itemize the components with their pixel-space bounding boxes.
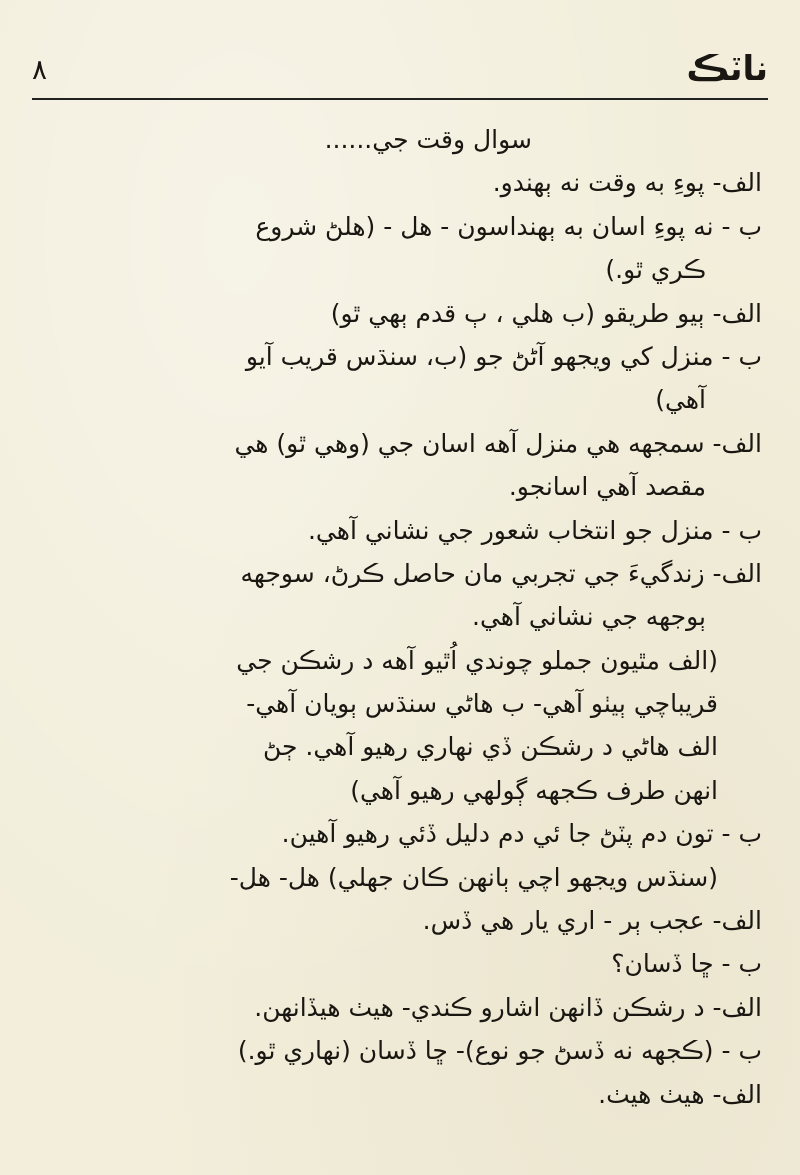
running-head: ناٽڪ bbox=[686, 49, 768, 89]
text-line: مقصد آهي اسانجو. bbox=[508, 472, 706, 502]
text-line: (الف مٿيون جملو چوندي اُٿيو آهه د رشڪن جي bbox=[236, 645, 718, 675]
text-line: ڪري ٿو.) bbox=[605, 255, 706, 285]
text-line: الف- زندگيءَ جي تجربي مان حاصل ڪرڻ، سوجهه bbox=[240, 558, 762, 588]
text-line: سوال وقت جي...... bbox=[324, 125, 532, 154]
text-line: ٻوجهه جي نشاني آهي. bbox=[472, 602, 706, 632]
text-line: الف- د رشڪن ڏانهن اشارو ڪندي- هيٺ هيڏانهن. bbox=[254, 992, 762, 1022]
text-line: (سنڌس ويجهو اچي ٻانهن ڪان جهلي) هل- هل- bbox=[229, 862, 718, 892]
text-line: ب - منزل جو انتخاب شعور جي نشاني آهي. bbox=[307, 515, 762, 545]
text-line: الف- سمجهه هي منزل آهه اسان جي (وهي ٿو) هي bbox=[234, 428, 762, 458]
text-line: آهي) bbox=[655, 385, 706, 415]
text-line: ب - منزل کي ويجهو آڻڻ جو (ب، سنڌس قريب آيو bbox=[245, 341, 762, 371]
dialogue-text bbox=[40, 118, 762, 1116]
text-line: ب - نه پوءِ اسان به ٻهنداسون - هل - (هلڻ شروع bbox=[255, 211, 762, 241]
page-number: ٨ bbox=[32, 52, 48, 86]
text-line: ب - (ڪجهه نه ڏسڻ جو نوع)- ڇا ڏسان (نهاري ٿو.) bbox=[237, 1036, 762, 1066]
text-line: ب - ڇا ڏسان؟ bbox=[611, 949, 762, 979]
text-line: الف هاڻي د رشڪن ڏي نهاري رهيو آهي. ڄڻ bbox=[262, 732, 718, 762]
text-line: ب - تون دم پٽڻ جا ئي دم دليل ڏئي رهيو آهين. bbox=[281, 819, 762, 849]
text-line: الف- ٻيو طريقو (ب هلي ، ٻ قدم ٻهي ٿو) bbox=[330, 298, 762, 328]
text-line: الف- هيٺ هيٺ. bbox=[598, 1079, 762, 1109]
page-header bbox=[32, 40, 768, 100]
text-line: قريباچي ٻيٺو آهي- ب هاڻي سنڌس ٻويان آهي- bbox=[246, 689, 718, 719]
text-line: انهن طرف ڪجهه ڳولهي رهيو آهي) bbox=[350, 775, 718, 805]
text-line: الف- عجب ٻر - اري يار هي ڏس. bbox=[422, 906, 762, 936]
text-line: الف- پوءِ به وقت نه ٻهندو. bbox=[492, 168, 762, 198]
